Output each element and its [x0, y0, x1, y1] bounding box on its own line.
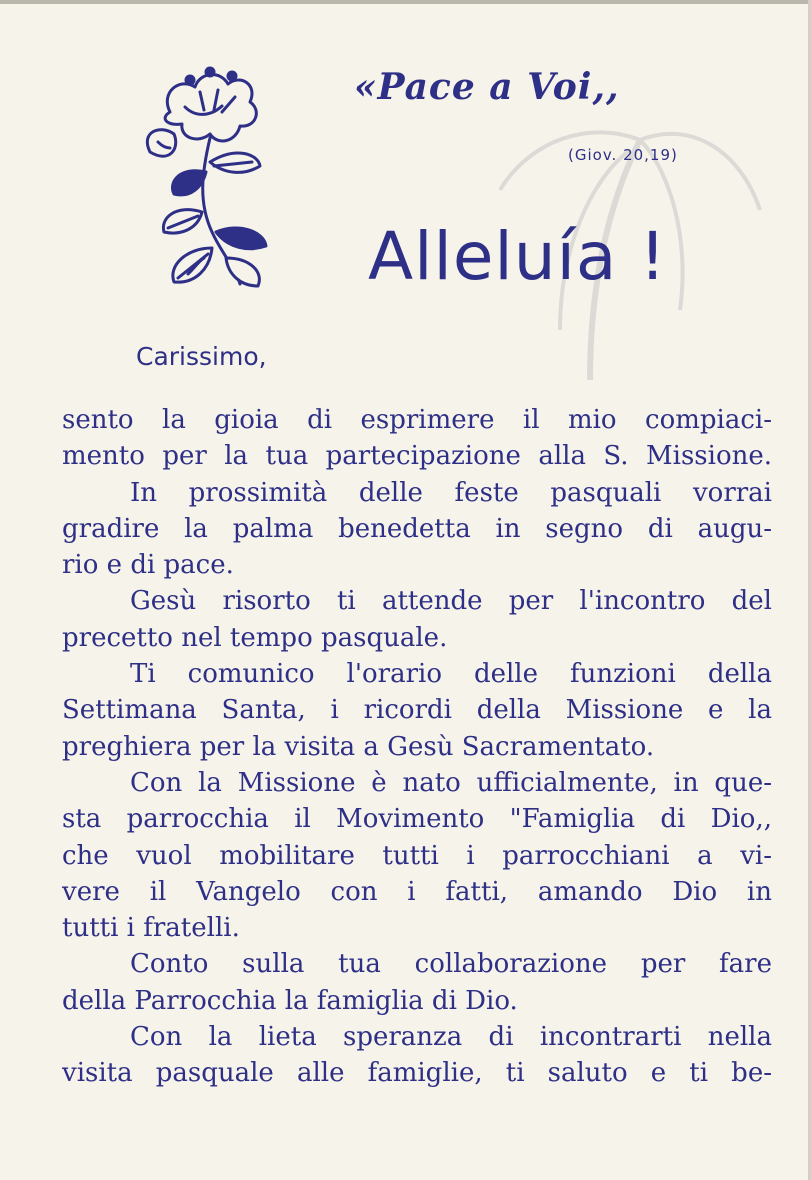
letter-line: Gesù risorto ti attende per l'incontro del	[130, 586, 772, 617]
letter-line: Con la lieta speranza di incontrarti nella	[130, 1022, 772, 1053]
letter-line: Con la Missione è nato ufficialmente, in que-	[130, 767, 772, 798]
letter-line: mento per la tua partecipazione alla S. Missione.	[62, 441, 772, 472]
letter-line: vere il Vangelo con i fatti, amando Dio in	[62, 876, 772, 907]
letter-line: Ti comunico l'orario delle funzioni della	[130, 659, 772, 690]
letter-line: della Parrocchia la famiglia di Dio.	[62, 985, 518, 1016]
letter-line: rio e di pace.	[62, 550, 234, 581]
letter-line: sta parrocchia il Movimento "Famiglia di Dio,,	[62, 804, 772, 835]
letter-line: precetto nel tempo pasquale.	[62, 622, 448, 653]
flower-icon	[140, 62, 270, 294]
letter-line: Settimana Santa, i ricordi della Missione e la	[62, 695, 772, 726]
letter-body	[62, 402, 772, 1092]
letter-line: preghiera per la visita a Gesù Sacramentato.	[62, 731, 655, 762]
letter-line: visita pasquale alle famiglie, ti saluto e ti be-	[62, 1058, 772, 1089]
letter-line: In prossimità delle feste pasquali vorrai	[130, 477, 772, 508]
alleluia-headline: Alleluía !	[368, 218, 667, 295]
letter-line: che vuol mobilitare tutti i parrocchiani a vi-	[62, 840, 772, 871]
salutation: Carissimo,	[136, 342, 267, 371]
paper-top-edge	[0, 0, 811, 4]
letter-line: gradire la palma benedetta in segno di augu-	[62, 513, 772, 544]
motto-heading: «Pace a Voi,,	[354, 66, 620, 108]
letter-line: tutti i fratelli.	[62, 913, 240, 944]
letter-line: Conto sulla tua collaborazione per fare	[130, 949, 772, 980]
scripture-reference: (Giov. 20,19)	[568, 146, 678, 164]
letter-line: sento la gioia di esprimere il mio compiaci-	[62, 405, 772, 435]
